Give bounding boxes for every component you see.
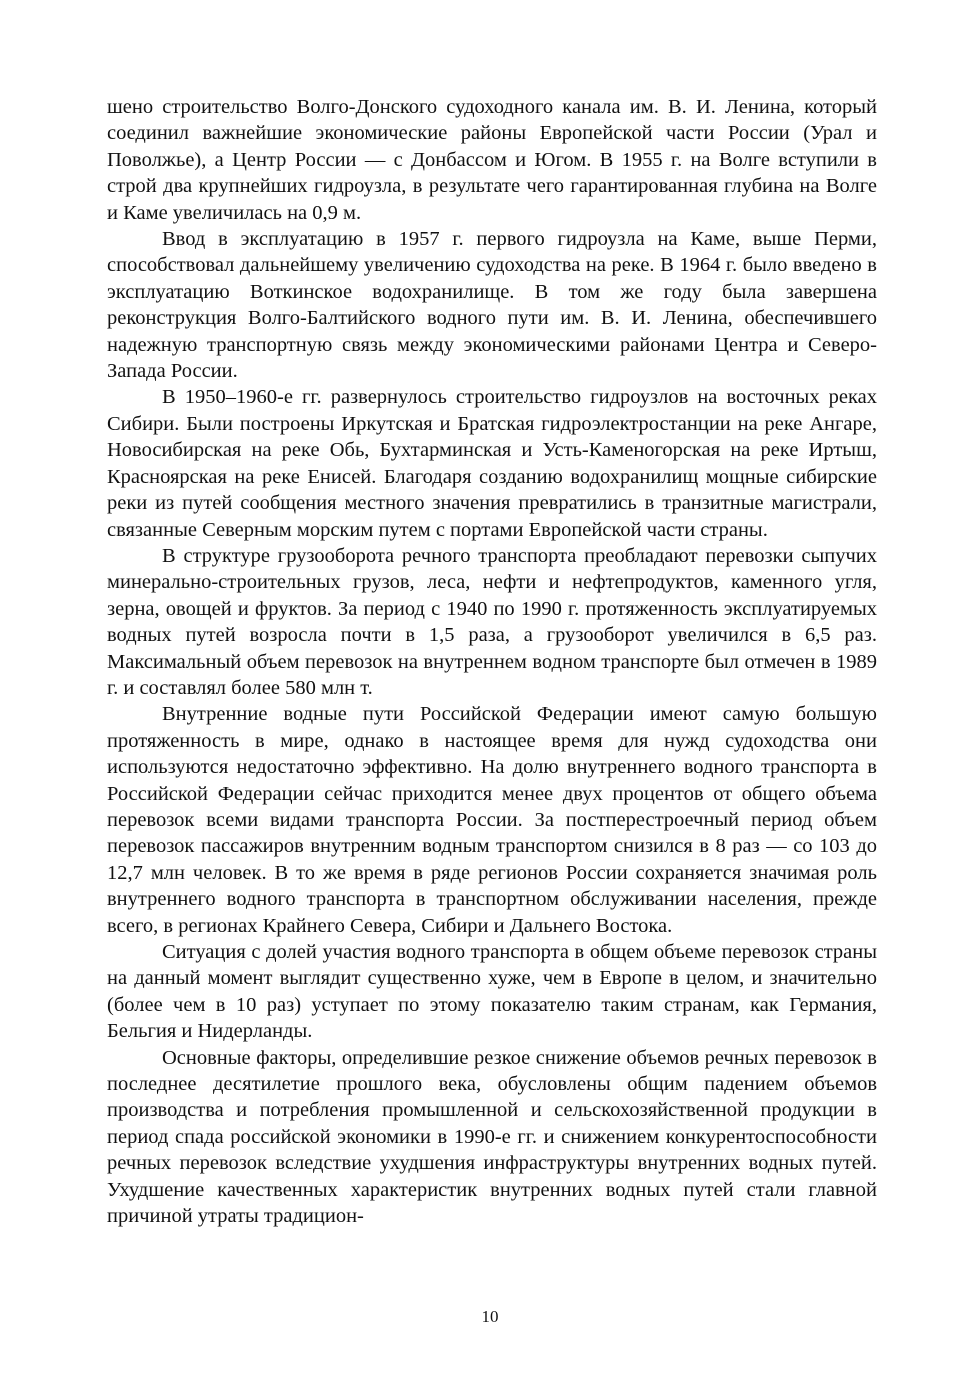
paragraph-1: шено строительство Волго-Донского судоходного канала им. В. И. Ленина, который соединил важнейшие экономические районы Европейской части России (Урал и Поволжье), а Центр России — с Донбассом и Югом. В 1955 г. на Волге вступили в строй два крупнейших гидроузла, в результате чего гарантированная глубина на Волге и Каме увеличилась на 0,9 м. [107, 96, 877, 224]
paragraph-2: Ввод в эксплуатацию в 1957 г. первого гидроузла на Каме, выше Перми, способствовал дальнейшему увеличению судоходства на реке. В 1964 г. было введено в эксплуатацию Воткинское водохранилище. В том же году была завершена реконструкция Волго-Балтийского водного пути им. В. И. Ленина, обеспечившего надежную транспортную связь между экономическими районами Центра и Северо-Запада России. [107, 228, 877, 383]
paragraph-5: Внутренние водные пути Российской Федерации имеют самую большую протяженность в мире, однако в настоящее время для нужд судоходства они используются недостаточно эффективно. На долю внутреннего водного транспорта в Российской Федерации сейчас приходится менее двух процентов от общего объема перевозок всеми видами транспорта России. За постперестроечный период объем перевозок пассажиров внутренним водным транспортом снизился в 8 раз — со 103 до 12,7 млн человек. В то же время в ряде регионов России сохраняется значимая роль внутреннего водного транспорта в транспортном обслуживании населения, прежде всего, в регионах Крайнего Севера, Сибири и Дальнего Востока. [107, 703, 877, 937]
paragraph-4: В структуре грузооборота речного транспорта преобладают перевозки сыпучих минерально-строительных грузов, леса, нефти и нефтепродуктов, каменного угля, зерна, овощей и фруктов. За период с 1940 по 1990 г. протяженность эксплуатируемых водных путей возросла почти в 1,5 раза, а грузооборот увеличился в 6,5 раз. Максимальный объем перевозок на внутреннем водном транспорте был отмечен в 1989 г. и составлял более 580 млн т. [107, 544, 877, 699]
paragraph-3: В 1950–1960-е гг. развернулось строительство гидроузлов на восточных реках Сибири. Были построены Иркутская и Братская гидроэлектростанции на реке Ангаре, Новосибирская на реке Обь, Бухтарминская и Усть-Каменогорская на реке Иртыш, Красноярская на реке Енисей. Благодаря созданию водохранилищ мощные сибирские реки из путей сообщения местного значения превратились в транзитные магистрали, связанные Северным морским путем с портами Европейской части страны. [107, 386, 877, 541]
page-number: 10 [481, 1307, 499, 1326]
page-body [107, 94, 877, 1229]
paragraph-7: Основные факторы, определившие резкое снижение объемов речных перевозок в последнее десятилетие прошлого века, обусловлены общим падением объемов производства и потребления промышленной и сельскохозяйственной продукции в период спада российской экономики в 1990-е гг. и снижением конкурентоспособности речных перевозок вследствие ухудшения инфраструктуры внутренних водных путей. Ухудшение качественных характеристик внутренних водных путей стали главной причиной утраты традицион- [107, 1046, 877, 1228]
paragraph-6: Ситуация с долей участия водного транспорта в общем объеме перевозок страны на данный момент выглядит существенно хуже, чем в Европе в целом, и значительно (более чем в 10 раз) уступает по этому показателю таким странам, как Германия, Бельгия и Нидерланды. [107, 941, 877, 1043]
